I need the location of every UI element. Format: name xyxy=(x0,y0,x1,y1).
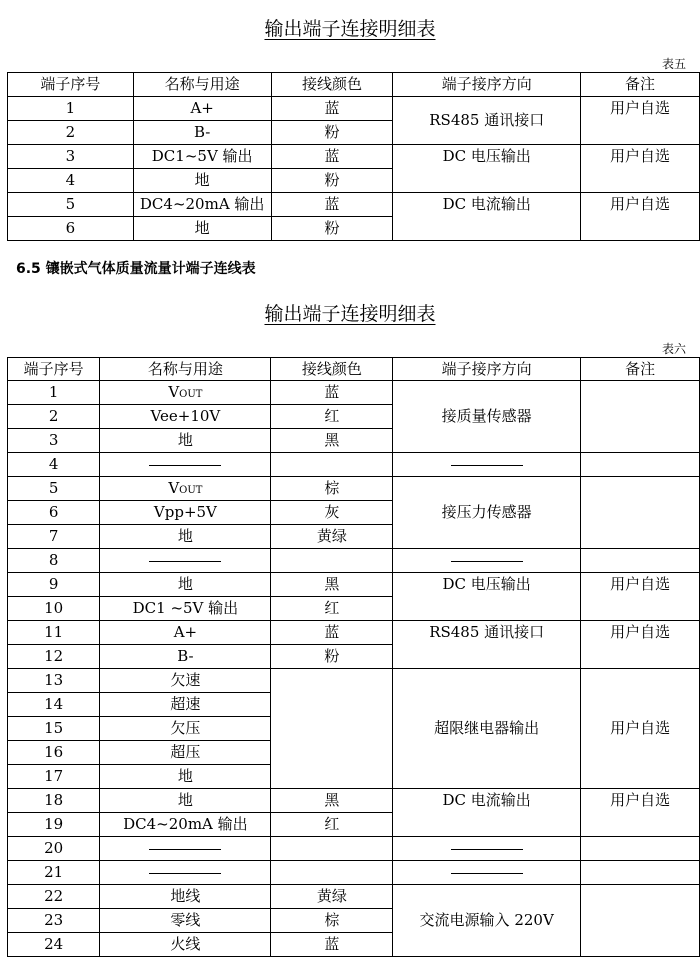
dash-line xyxy=(149,849,221,850)
terminal-number: 12 xyxy=(8,645,100,669)
terminal-name: DC1~5V 输出 xyxy=(133,145,271,169)
terminal-direction: RS485 通讯接口 xyxy=(393,621,581,669)
remark xyxy=(581,861,700,885)
wire-color: 棕 xyxy=(271,477,393,501)
terminal-number: 18 xyxy=(8,789,100,813)
wire-color: 红 xyxy=(271,405,393,429)
dash-line xyxy=(149,873,221,874)
terminal-direction: 接质量传感器 xyxy=(393,381,581,453)
terminal-name: DC1 ~5V 输出 xyxy=(100,597,271,621)
terminal-number: 2 xyxy=(8,405,100,429)
name-subscript: OUT xyxy=(179,485,203,496)
remark xyxy=(581,885,700,957)
terminal-name: DC4~20mA 输出 xyxy=(133,193,271,217)
wire-color: 黄绿 xyxy=(271,525,393,549)
terminal-name xyxy=(100,477,271,501)
table-row xyxy=(8,837,700,861)
wire-color: 红 xyxy=(271,813,393,837)
terminal-name: 火线 xyxy=(100,933,271,957)
terminal-name: Vpp+5V xyxy=(100,501,271,525)
terminal-number: 3 xyxy=(8,429,100,453)
terminal-number: 19 xyxy=(8,813,100,837)
wire-color: 黑 xyxy=(271,789,393,813)
terminal-name: 超压 xyxy=(100,741,271,765)
terminal-name xyxy=(100,381,271,405)
wire-color: 棕 xyxy=(271,909,393,933)
terminal-direction xyxy=(393,861,581,885)
remark xyxy=(581,381,700,453)
terminal-name: 欠速 xyxy=(100,669,271,693)
header-cell: 接线颜色 xyxy=(271,358,393,381)
table6-header-row xyxy=(8,358,700,381)
terminal-direction: DC 电压输出 xyxy=(393,573,581,621)
terminal-name: B- xyxy=(100,645,271,669)
terminal-direction: DC 电流输出 xyxy=(393,789,581,837)
terminal-direction xyxy=(393,837,581,861)
remark: 用户自选 xyxy=(581,193,700,241)
table-row xyxy=(8,97,700,121)
terminal-number: 8 xyxy=(8,549,100,573)
terminal-name: A+ xyxy=(133,97,271,121)
dash-line xyxy=(149,561,221,562)
remark xyxy=(581,453,700,477)
name-main: V xyxy=(168,383,180,401)
terminal-name: 地 xyxy=(100,789,271,813)
terminal-number: 4 xyxy=(8,169,134,193)
wire-color: 蓝 xyxy=(271,933,393,957)
terminal-name xyxy=(100,549,271,573)
remark: 用户自选 xyxy=(581,621,700,669)
wire-color xyxy=(271,837,393,861)
terminal-name: 地 xyxy=(100,765,271,789)
section-heading: 6.5 镶嵌式气体质量流量计端子连线表 xyxy=(16,261,256,277)
table-row xyxy=(8,621,700,645)
wire-color: 粉 xyxy=(271,169,393,193)
table5-label: 表五 xyxy=(661,57,686,71)
terminal-name: B- xyxy=(133,121,271,145)
wire-color xyxy=(271,861,393,885)
terminal-number: 23 xyxy=(8,909,100,933)
terminal-name: 地 xyxy=(133,169,271,193)
terminal-name: Vee+10V xyxy=(100,405,271,429)
remark: 用户自选 xyxy=(581,97,700,145)
wire-color: 蓝 xyxy=(271,621,393,645)
terminal-name: 地 xyxy=(133,217,271,241)
dash-line xyxy=(451,849,523,850)
header-cell: 端子接序方向 xyxy=(393,358,581,381)
wire-color: 粉 xyxy=(271,217,393,241)
name-main: V xyxy=(168,479,180,497)
table6-title: 输出端子连接明细表 xyxy=(264,303,436,325)
terminal-number: 21 xyxy=(8,861,100,885)
table-row xyxy=(8,453,700,477)
terminal-number: 1 xyxy=(8,97,134,121)
terminal-number: 10 xyxy=(8,597,100,621)
header-cell: 备注 xyxy=(581,358,700,381)
wire-color: 蓝 xyxy=(271,97,393,121)
table-row xyxy=(8,381,700,405)
table-row xyxy=(8,145,700,169)
terminal-number: 2 xyxy=(8,121,134,145)
wire-color xyxy=(271,669,393,789)
table-row xyxy=(8,669,700,693)
terminal-name: 欠压 xyxy=(100,717,271,741)
terminal-number: 9 xyxy=(8,573,100,597)
remark: 用户自选 xyxy=(581,789,700,837)
terminal-direction: 交流电源输入 220V xyxy=(393,885,581,957)
dash-line xyxy=(149,465,221,466)
remark xyxy=(581,477,700,549)
terminal-name xyxy=(100,861,271,885)
wire-color: 黄绿 xyxy=(271,885,393,909)
terminal-number: 14 xyxy=(8,693,100,717)
table5 xyxy=(7,72,700,241)
terminal-number: 22 xyxy=(8,885,100,909)
wire-color: 蓝 xyxy=(271,145,393,169)
remark: 用户自选 xyxy=(581,573,700,621)
terminal-number: 17 xyxy=(8,765,100,789)
remark xyxy=(581,837,700,861)
remark xyxy=(581,549,700,573)
wire-color: 蓝 xyxy=(271,381,393,405)
table-row xyxy=(8,477,700,501)
table-row xyxy=(8,193,700,217)
terminal-name xyxy=(100,453,271,477)
terminal-number: 1 xyxy=(8,381,100,405)
terminal-name: 超速 xyxy=(100,693,271,717)
terminal-number: 20 xyxy=(8,837,100,861)
wire-color xyxy=(271,549,393,573)
terminal-name: 地 xyxy=(100,573,271,597)
terminal-number: 4 xyxy=(8,453,100,477)
table-row xyxy=(8,573,700,597)
wire-color: 粉 xyxy=(271,645,393,669)
wire-color: 红 xyxy=(271,597,393,621)
terminal-number: 6 xyxy=(8,501,100,525)
terminal-number: 3 xyxy=(8,145,134,169)
header-cell: 备注 xyxy=(581,73,700,97)
dash-line xyxy=(451,873,523,874)
header-cell: 端子接序方向 xyxy=(393,73,581,97)
wire-color: 黑 xyxy=(271,573,393,597)
terminal-name: 地 xyxy=(100,525,271,549)
terminal-name xyxy=(100,837,271,861)
terminal-number: 15 xyxy=(8,717,100,741)
terminal-direction: DC 电流输出 xyxy=(393,193,581,241)
dash-line xyxy=(451,465,523,466)
wire-color: 黑 xyxy=(271,429,393,453)
terminal-direction xyxy=(393,549,581,573)
dash-line xyxy=(451,561,523,562)
terminal-number: 6 xyxy=(8,217,134,241)
terminal-name: 地 xyxy=(100,429,271,453)
terminal-name: DC4~20mA 输出 xyxy=(100,813,271,837)
wire-color: 灰 xyxy=(271,501,393,525)
wire-color xyxy=(271,453,393,477)
header-cell: 名称与用途 xyxy=(133,73,271,97)
remark: 用户自选 xyxy=(581,145,700,193)
table5-title: 输出端子连接明细表 xyxy=(264,18,436,40)
terminal-number: 24 xyxy=(8,933,100,957)
remark: 用户自选 xyxy=(581,669,700,789)
wire-color: 粉 xyxy=(271,121,393,145)
terminal-name: 零线 xyxy=(100,909,271,933)
header-cell: 端子序号 xyxy=(8,73,134,97)
table5-header-row xyxy=(8,73,700,97)
table-row xyxy=(8,861,700,885)
table-row xyxy=(8,789,700,813)
terminal-number: 16 xyxy=(8,741,100,765)
terminal-number: 7 xyxy=(8,525,100,549)
terminal-direction: RS485 通讯接口 xyxy=(393,97,581,145)
table6 xyxy=(7,357,700,957)
terminal-number: 13 xyxy=(8,669,100,693)
terminal-direction: 超限继电器输出 xyxy=(393,669,581,789)
header-cell: 接线颜色 xyxy=(271,73,393,97)
table-row xyxy=(8,549,700,573)
name-subscript: OUT xyxy=(179,389,203,400)
terminal-direction: DC 电压输出 xyxy=(393,145,581,193)
terminal-name: 地线 xyxy=(100,885,271,909)
terminal-direction: 接压力传感器 xyxy=(393,477,581,549)
terminal-number: 5 xyxy=(8,477,100,501)
table-row xyxy=(8,885,700,909)
terminal-number: 11 xyxy=(8,621,100,645)
wire-color: 蓝 xyxy=(271,193,393,217)
header-cell: 名称与用途 xyxy=(100,358,271,381)
header-cell: 端子序号 xyxy=(8,358,100,381)
terminal-name: A+ xyxy=(100,621,271,645)
terminal-number: 5 xyxy=(8,193,134,217)
terminal-direction xyxy=(393,453,581,477)
table6-label: 表六 xyxy=(661,342,686,356)
